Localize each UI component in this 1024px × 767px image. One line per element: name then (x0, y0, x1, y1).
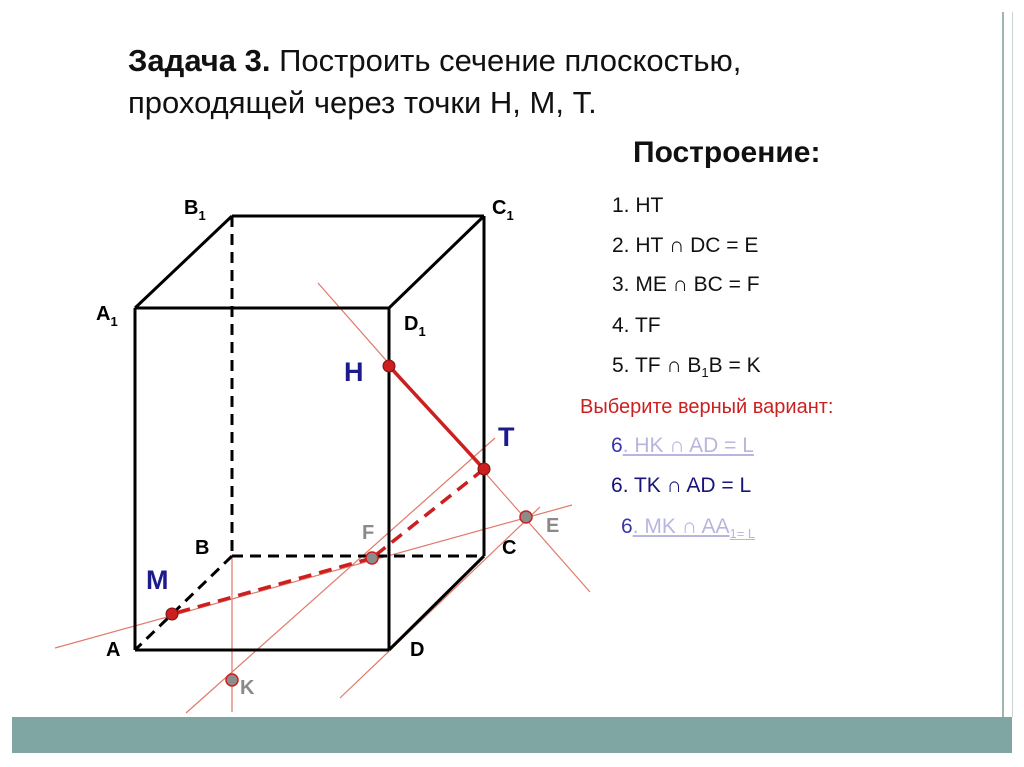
step-2: 2. НТ ∩ DC = E (612, 234, 759, 257)
task-statement: Построить сечение плоскостью, проходящей через точки Н, М, Т. (128, 43, 742, 120)
point-m (166, 608, 178, 620)
label-f: F (362, 522, 375, 544)
label-m: M (146, 565, 169, 595)
edge-c1d1 (389, 216, 484, 308)
label-k: K (240, 677, 255, 699)
edge-a1b1 (135, 216, 232, 308)
option-mk-aa1[interactable]: 6. MK ∩ $AA_{1= L}$ (621, 515, 756, 542)
label-b: B (195, 537, 210, 559)
point-e (520, 511, 532, 523)
step-1: 1. НТ (612, 194, 664, 217)
label-c: C (502, 537, 517, 559)
construction-heading: Построение: (633, 136, 821, 169)
label-h: H (344, 357, 364, 387)
option-hk-ad[interactable]: 6. НK ∩ AD = L (611, 434, 754, 457)
task-number: Задача 3. (128, 43, 271, 78)
step-4: 4. TF (612, 314, 661, 337)
point-t (478, 463, 490, 475)
choose-prompt: Выберите верный вариант: (580, 396, 834, 418)
label-d1: $D_1$ (404, 313, 426, 339)
point-f (366, 552, 378, 564)
label-e: E (546, 515, 560, 537)
footer-bar (12, 717, 1012, 753)
label-a1: $A_1$ (96, 303, 118, 329)
label-d: D (410, 639, 425, 661)
option-tk-ad[interactable]: 6. TK ∩ AD = L (611, 474, 752, 497)
label-a: A (106, 639, 121, 661)
line-me (55, 505, 572, 648)
label-t: T (498, 422, 515, 452)
point-k (226, 674, 238, 686)
point-h (383, 360, 395, 372)
edge-dc (389, 556, 484, 650)
section-ht (389, 366, 484, 469)
step-3: 3. ME ∩ BC = F (612, 273, 760, 296)
label-b1: $B_1$ (184, 197, 206, 223)
step-5: 5. TF ∩ $B_1B = K$ (612, 354, 761, 381)
label-c1: $C_1$ (492, 197, 514, 223)
